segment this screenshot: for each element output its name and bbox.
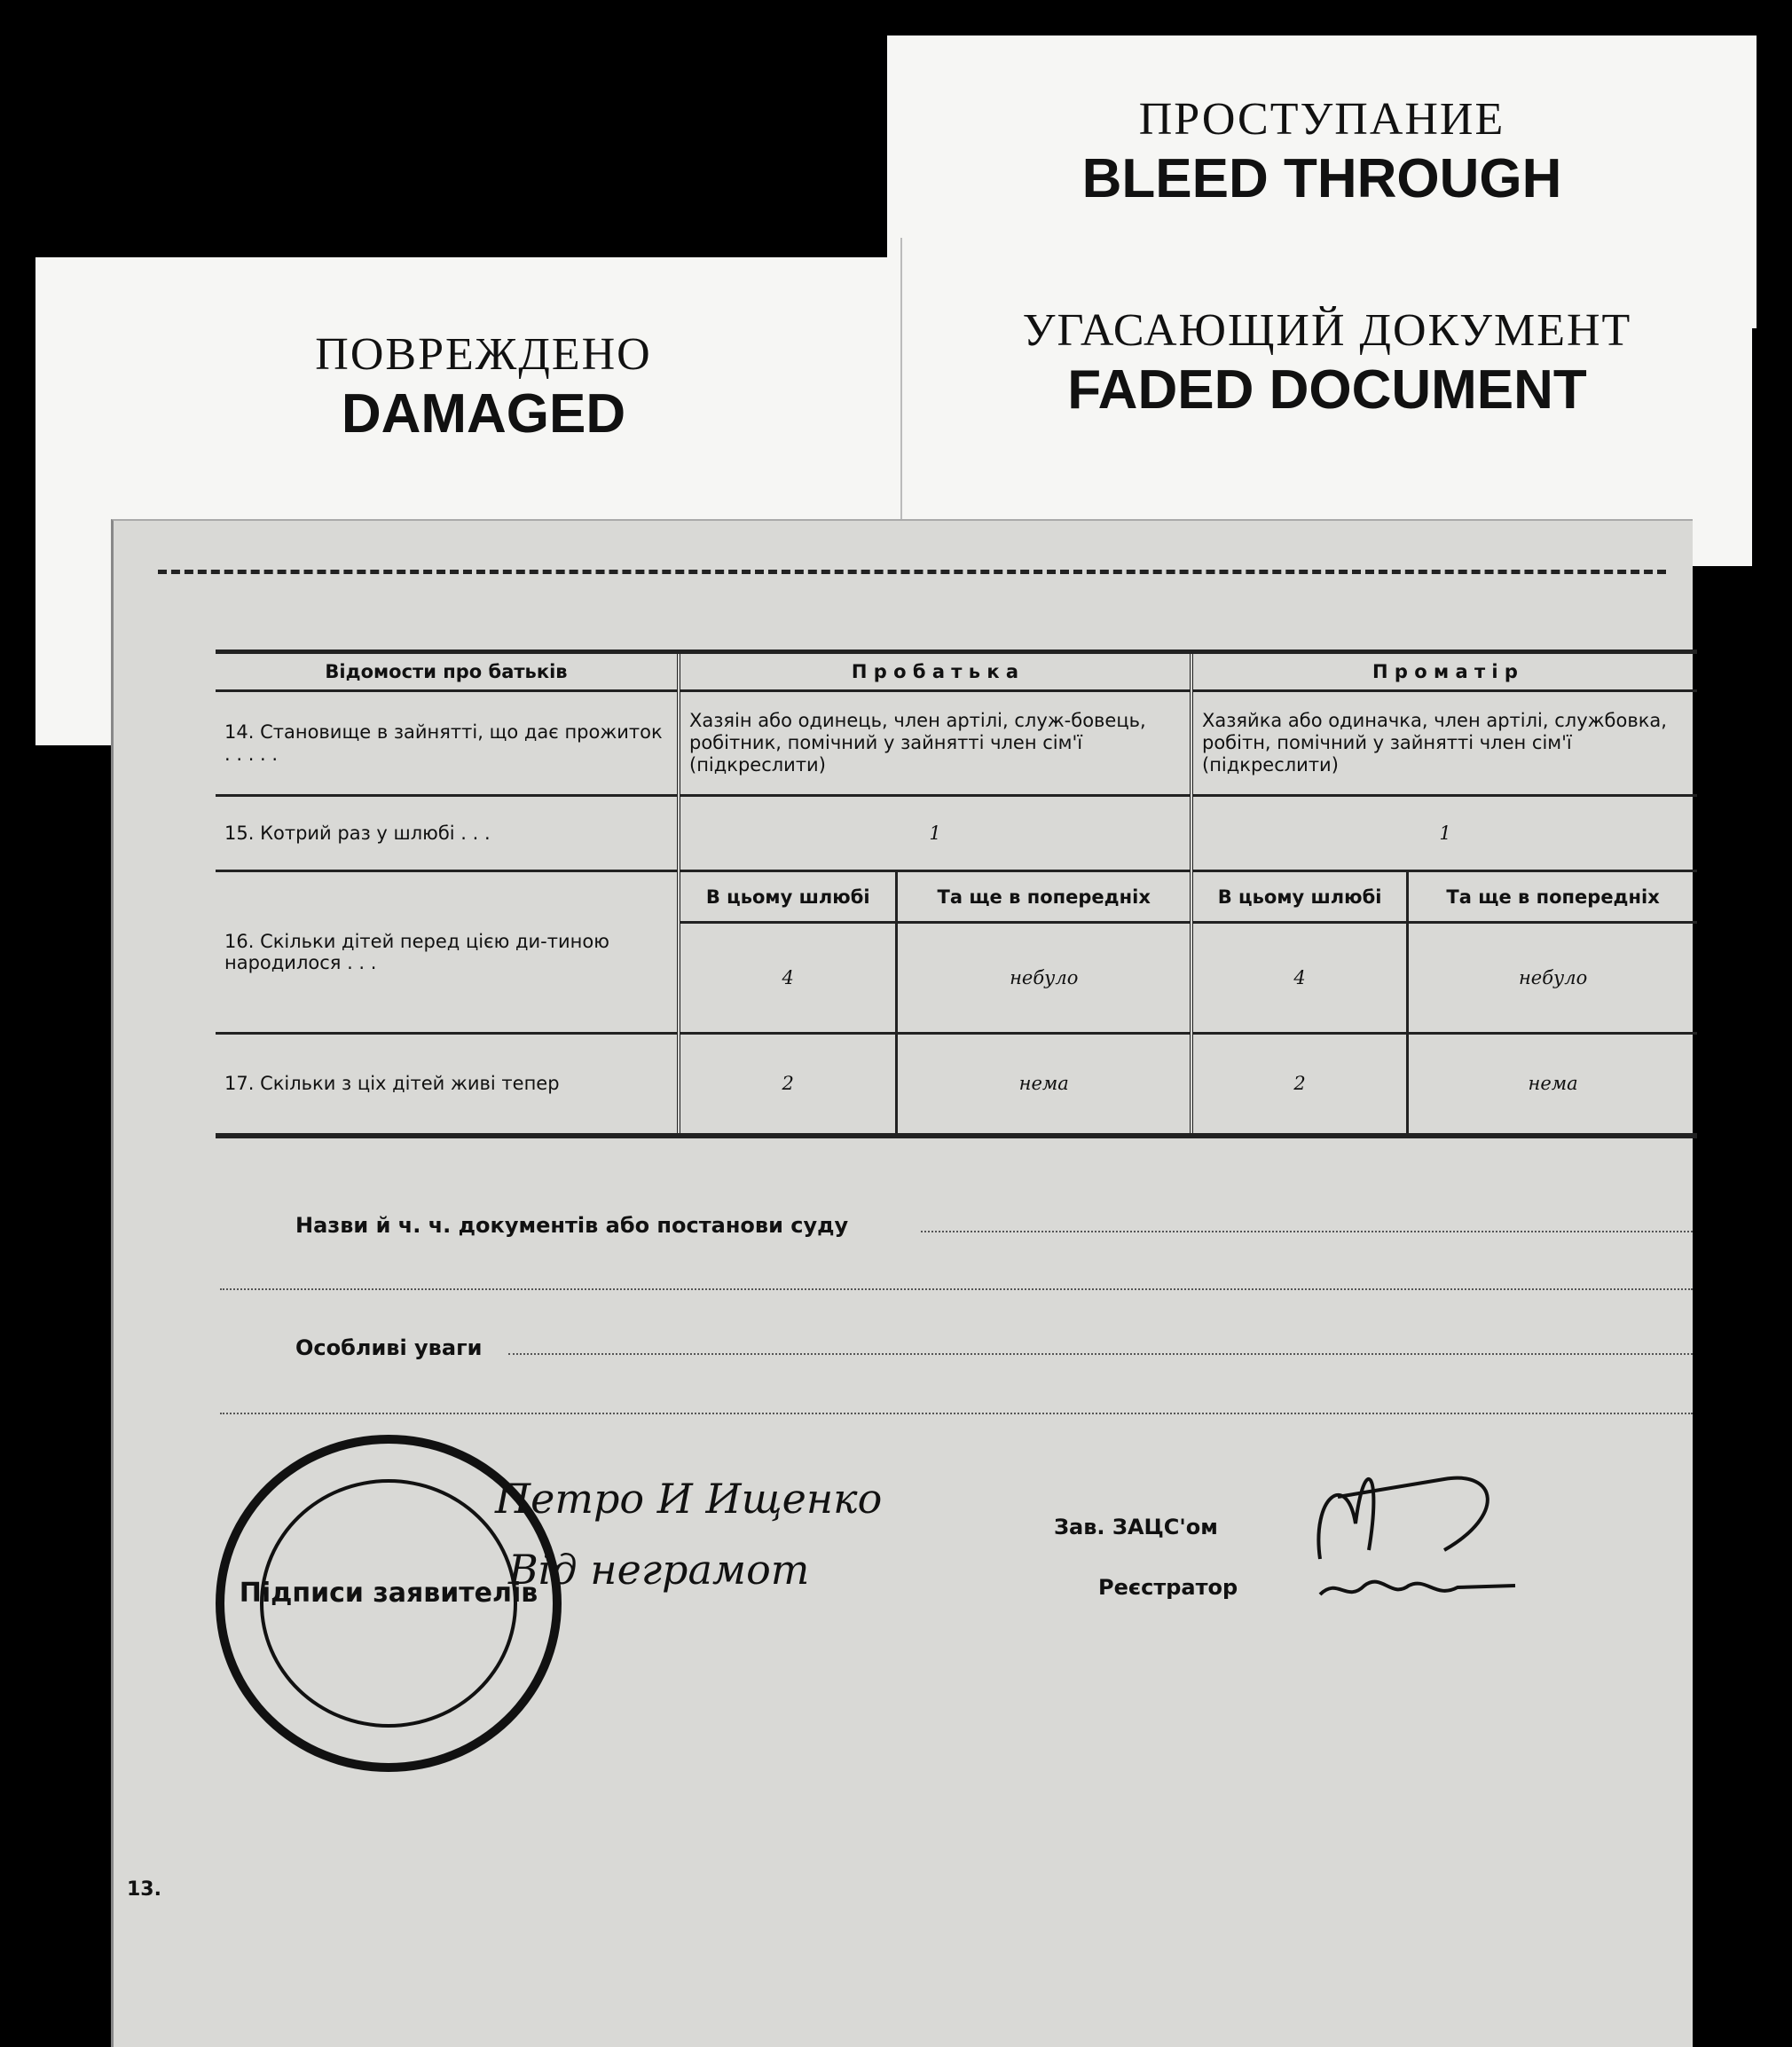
remarks-field-label: Особливі уваги	[295, 1335, 483, 1360]
father-subheader-current: В цьому шлюбі	[679, 871, 897, 923]
damaged-label-ru: ПОВРЕЖДЕНО	[315, 329, 652, 380]
row16-father-previous: небуло	[897, 923, 1191, 1034]
stamp-center-text: Підписи заявителів	[239, 1578, 538, 1609]
mother-subheader-current: В цьому шлюбі	[1191, 871, 1408, 923]
row17-father-previous: нема	[897, 1034, 1191, 1136]
row-16-subheader	[216, 871, 1697, 923]
faded-label-ru: УГАСАЮЩИЙ ДОКУМЕНТ	[1022, 305, 1632, 356]
bleed-through-label-en: BLEED THROUGH	[1081, 148, 1562, 209]
row16-mother-previous: небуло	[1408, 923, 1697, 1034]
head-zags-label: Зав. ЗАЦС'ом	[1054, 1515, 1218, 1539]
applicant-signature-line1: Петро И Ищенко	[495, 1475, 883, 1523]
row-15	[216, 796, 1697, 871]
documents-dotted-line	[921, 1231, 1693, 1232]
faded-label-en: FADED DOCUMENT	[1067, 359, 1587, 421]
row14-label: 14. Становище в зайнятті, що дає прожиток . . . . .	[216, 691, 679, 796]
remarks-dotted-line-2	[220, 1413, 1693, 1414]
table-header-row	[216, 652, 1697, 691]
head-signature-scribble	[1318, 1478, 1487, 1559]
damaged-label-en: DAMAGED	[341, 383, 626, 445]
header-parents-info: Відомости про батьків	[216, 652, 679, 691]
row-17	[216, 1034, 1697, 1136]
parents-info-table	[216, 650, 1697, 1138]
row15-mother-value: 1	[1191, 796, 1697, 871]
row-14	[216, 691, 1697, 796]
row17-label: 17. Скільки з ціх дітей живі тепер	[216, 1034, 679, 1136]
perforation-line	[158, 570, 1666, 574]
row17-mother-previous: нема	[1408, 1034, 1697, 1136]
faded-document-label-card	[900, 238, 1752, 566]
row15-father-value: 1	[679, 796, 1191, 871]
mother-subheader-previous: Та ще в попередніх	[1408, 871, 1697, 923]
row16-label: 16. Скільки дітей перед цією ди-тиною народилося . . .	[216, 871, 679, 1034]
register-form-page	[111, 519, 1693, 2047]
row15-label: 15. Котрий раз у шлюбі . . .	[216, 796, 679, 871]
row17-mother-current: 2	[1191, 1034, 1408, 1136]
registrar-signature-scribble	[1320, 1582, 1515, 1594]
row16-father-current: 4	[679, 923, 897, 1034]
row16-mother-current: 4	[1191, 923, 1408, 1034]
official-signatures-svg	[1285, 1417, 1657, 1621]
documents-dotted-line-2	[220, 1288, 1693, 1290]
documents-field-label: Назви й ч. ч. документів або постанови суду	[295, 1213, 849, 1238]
header-about-father: П р о б а т ь к а	[679, 652, 1191, 691]
father-subheader-previous: Та ще в попередніх	[897, 871, 1191, 923]
sheet-number: 13.	[127, 1878, 161, 1901]
applicant-signature-line2: Від неграмот	[508, 1546, 810, 1594]
row17-father-current: 2	[679, 1034, 897, 1136]
row14-father-options: Хазяін або одинець, член артілі, служ-бовець, робітник, помічний у зайнятті член сім'ї (підкреслити)	[679, 691, 1191, 796]
registrar-label: Реєстратор	[1098, 1575, 1238, 1600]
bleed-through-label-ru: ПРОСТУПАНИЕ	[1138, 94, 1505, 145]
remarks-dotted-line	[508, 1353, 1693, 1355]
header-about-mother: П р о м а т і р	[1191, 652, 1697, 691]
row14-mother-options: Хазяйка або одиначка, член артілі, службовка, робітн, помічний у зайнятті член сім'ї (підкреслити)	[1191, 691, 1697, 796]
